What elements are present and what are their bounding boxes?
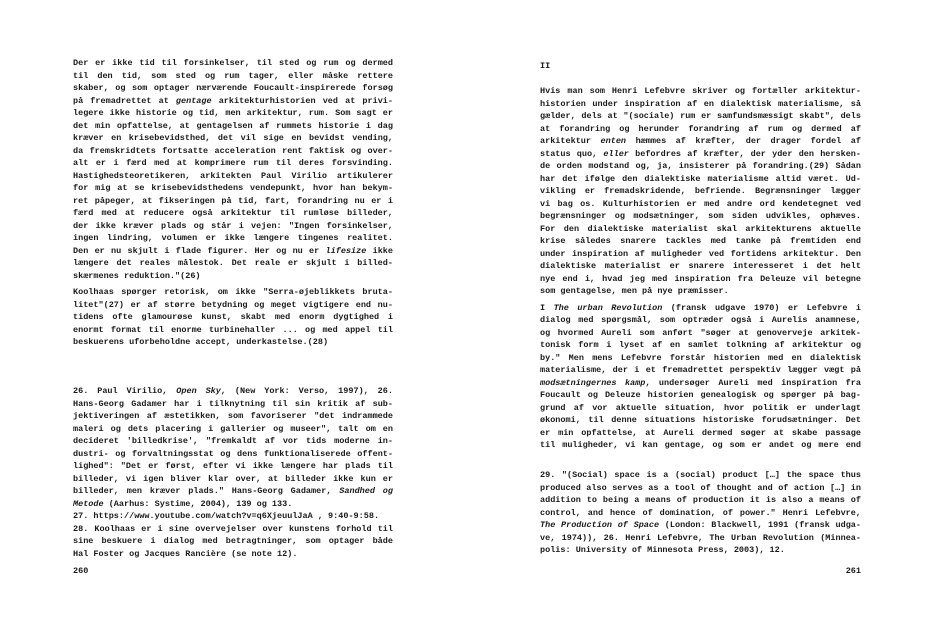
text-line: dustri- og forvaltningsstat og dens funktionaliserede offent- (73, 448, 393, 459)
left-page-number: 260 (73, 566, 89, 576)
text-line: da fremskridtets fortsatte acceleration rent faktisk og over- (73, 145, 393, 156)
text-line: nye end i, hvad jeg med inspiration fra Deleuze vil betegne (540, 273, 861, 284)
paragraph (73, 286, 393, 349)
text-line: sine beskuere i dialog med betragtninger, som optager både (73, 536, 393, 546)
text-line: vi bag os. Kulturhistorien er med andre ord kendetegnet ved (540, 198, 861, 209)
text-line: Foucault og Deleuze historien genealogisk og spørger på bag- (540, 390, 861, 400)
text-line: produced also serves as a tool of thought and of action […] in (540, 482, 861, 493)
text-line: addition to being a means of production it is also a means of (540, 495, 861, 505)
text-line: for mig at se krisebevidsthedens vendepunkt, hvor han bekym- (73, 183, 393, 193)
text-line: 26. Paul Virilio, Open Sky, (New York: Verso, 1997), 26. (73, 386, 393, 396)
text-line: Hal Foster og Jacques Rancière (se note 12). (73, 548, 298, 559)
paragraph (540, 85, 861, 298)
text-line: vikling er fremadskridende, befriende. Begrænsninger lægger (540, 186, 861, 196)
text-line: beskuerens uforbeholdne accept, underkastelse.(28) (73, 337, 329, 347)
text-line: det min opfattelse, at gentagelsen af rummets historie i dag (73, 120, 393, 131)
text-line: dialog med spørgsmål, som optræder også i Aurelis anamnese, (540, 315, 861, 325)
text-line: til den tid, som sted og rum tager, eller måske rettere (73, 70, 393, 81)
text-line: har det ifølge den dialektiske materialisme altid været. Ud- (540, 173, 861, 184)
text-line: skærmenes reduktion."(26) (73, 270, 201, 281)
text-line: enormt format til enorme turbinehaller ... og med appel til (73, 324, 393, 335)
text-line: Der er ikke tid til forsinkelser, til sted og rum og dermed (73, 58, 393, 68)
left-page-footnotes (73, 385, 393, 560)
text-line: by." Men mens Lefebvre forstår historien med en dialektisk (540, 352, 861, 363)
text-line: The Production of Space (London: Blackwell, 1991 (fransk udga- (540, 520, 862, 530)
paragraph (540, 469, 861, 557)
paragraph (73, 510, 393, 523)
text-line: For den dialektiske materialist skal arkitekturens aktuelle (540, 223, 861, 234)
text-line: økonomi, til denne situations historiske forudsætninger. Det (540, 415, 861, 425)
text-line: status quo, eller befordres af kræfter, der yder den hersken- (540, 148, 862, 159)
text-line: under inspiration af muligheder ved fortidens arkitektur. Den (540, 248, 861, 259)
text-line: historien under inspiration af en dialektisk materialisme, så (540, 98, 861, 109)
text-line: maleri og dets placering i gallerier og museer", talt om en (73, 423, 393, 434)
text-line: kræver en krisebevidsthed, det vil sige en bevidst vending, (73, 133, 393, 143)
text-line: til muligheder, vi kan gentage, og som er andet og mere end (540, 440, 861, 450)
paragraph (73, 523, 393, 561)
text-line: polis: University of Minnesota Press, 2003), 12. (540, 545, 785, 555)
text-line: 27. https://www.youtube.com/watch?v=q6XjeuulJaA , 9:40-9:58. (73, 511, 380, 521)
text-line: ve, 1974)), 26. Henri Lefebvre, The Urban Revolution (Minnea- (540, 532, 861, 543)
text-line: modsætningernes kamp, undersøger Aureli med inspiration fra (540, 377, 861, 388)
text-line: Hastighedsteoretikeren, arkitekten Paul Virilio artikulerer (73, 170, 393, 181)
text-line: tidens ofte glamourøse kunst, skabt med enorm dygtighed i (73, 312, 393, 322)
right-page-body-text (540, 85, 861, 452)
text-line: krise således snarere tackles med tanke på fremtiden end (540, 236, 861, 246)
paragraph (73, 385, 393, 510)
text-line: lighed": "Det er først, efter vi ikke længere har plads til (73, 461, 393, 471)
text-line: Hvis man som Henri Lefebvre skriver og fortæller arkitektur- (540, 86, 861, 96)
text-line: skaber, og som optager nærværende Foucault-inspirerede forsøg (73, 83, 393, 93)
text-line: 28. Koolhaas er i sine overvejelser over kunstens forhold til (73, 523, 393, 534)
right-page-number: 261 (845, 566, 861, 576)
text-line: færd med at reducere også arkitektur til rumløse billeder, (73, 208, 393, 218)
text-line: de orden modstand og, ja, insisterer på forandring.(29) Sådan (540, 161, 861, 171)
paragraph (540, 302, 861, 452)
text-line: tonisk form i lyset af en samlet tolkning af arkitektur og (540, 340, 861, 350)
text-line: I The urban Revolution (fransk udgave 1970) er Lefebvre i (540, 302, 861, 313)
text-line: ingen lindring, volumen er ikke længere tingenes realitet. (73, 233, 393, 243)
text-line: som gentagelse, men på nye præmisser. (540, 286, 729, 296)
text-line: dialektiske materialist er snarere interesseret i det helt (540, 261, 861, 271)
text-line: Den er nu skjult i flade figurer. Her og nu er lifesize ikke (73, 245, 393, 256)
paragraph (73, 57, 393, 282)
text-line: alt er i færd med at komprimere rum til deres forsvinding. (73, 158, 393, 168)
text-line: materialisme, der i et fremadrettet perspektiv lægger vægt på (540, 365, 861, 375)
text-line: på fremadrettet at gentage arkitekturhistorien ved at privi- (73, 95, 393, 106)
text-line: litet"(27) er af større betydning og meget vigtigere end nu- (73, 299, 393, 310)
text-line: grund af vor aktuelle situation, hvor politik er underlagt (540, 402, 861, 413)
text-line: er min opfattelse, at Aureli dermed søger at skabe passage (540, 427, 861, 438)
text-line: begrænsninger og modsætninger, som siden udvikles, ophæves. (540, 211, 861, 221)
text-line: ret påpeger, at fikseringen på tid, fart, forandring nu er i (73, 195, 393, 206)
text-line: at forandring og herunder forandring af rum og dermed af (540, 123, 861, 134)
text-line: der ikke kræver plads og står i vejen: "Ingen forsinkelser, (73, 220, 393, 231)
text-line: jektiveringen af æstetikken, som favoriserer "det indrammede (73, 411, 393, 421)
text-line: og hvormed Aureli som anført "søger at genoverveje arkitek- (540, 327, 861, 338)
text-line: Koolhaas spørger retorisk, om ikke "Serra-øjeblikkets bruta- (73, 287, 393, 297)
text-line: decideret 'billedkrise', "fremkaldt af vor tids moderne in- (73, 436, 393, 446)
text-line: gælder, dels at "(sociale) rum er samfundsmæssigt skabt", dels (540, 111, 861, 121)
text-line: 29. "(Social) space is a (social) product […] the space thus (540, 470, 861, 480)
left-page-body-text (73, 57, 393, 349)
text-line: arkitektur enten hæmmes af kræfter, der drager fordel af (540, 136, 861, 146)
text-line: control, and hence of domination, of power." Henri Lefebvre, (540, 507, 861, 518)
text-line: længere det reales målestok. Det reale er skjult i billed- (73, 258, 393, 268)
right-page-footnotes (540, 469, 861, 557)
section-heading: II (540, 61, 551, 71)
text-line: billeder, vi igen bliver klar over, at billeder ikke kun er (73, 473, 393, 484)
text-line: billeder, men kræver plads." Hans-Georg Gadamer, Sandhed og (73, 486, 393, 496)
text-line: legere ikke historie og tid, men arkitektur, rum. Som sagt er (73, 108, 393, 118)
text-line: Hans-Georg Gadamer har i tilknytning til sin kritik af sub- (73, 398, 393, 409)
text-line: Metode (Aarhus: Systime, 2004), 139 og 133. (73, 498, 293, 509)
